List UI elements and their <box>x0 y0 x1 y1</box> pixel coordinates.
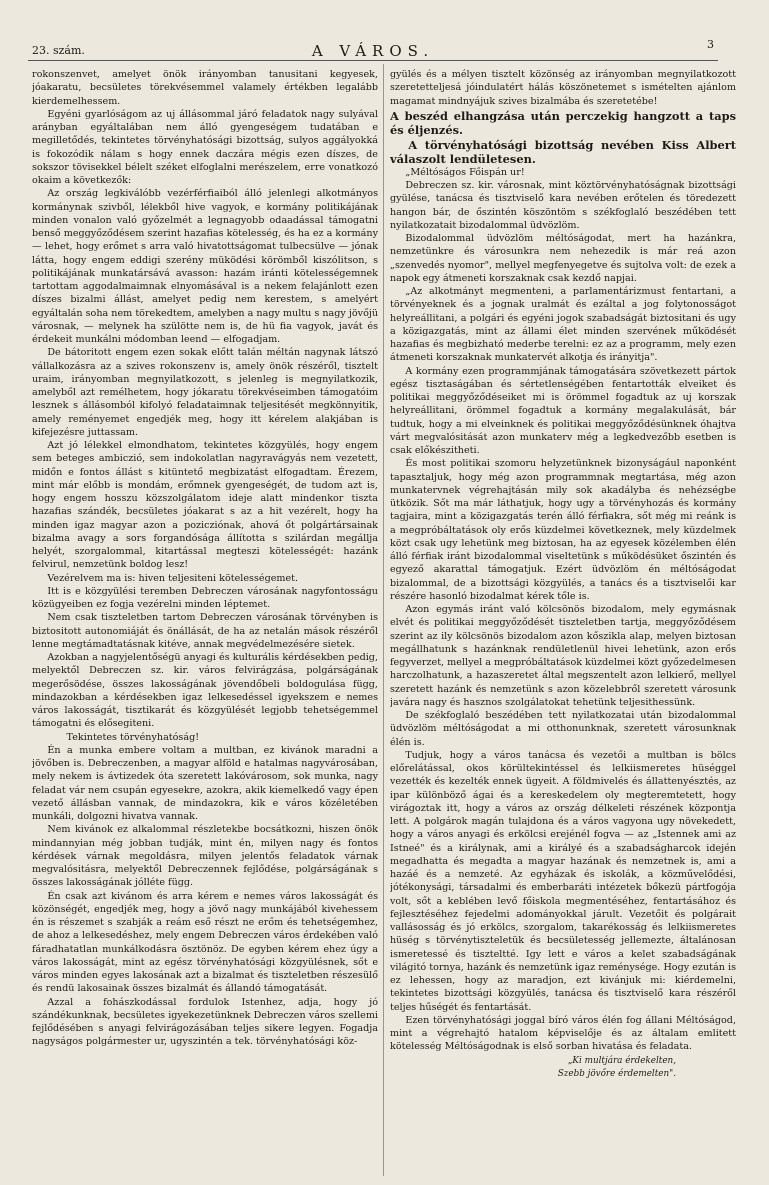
paragraph: Debreczen sz. kir. városnak, mint köztörvényhatóságnak bizottsági gyülése, tanácsa és tisztviselő kara nevében erőtelen és töredezett hangon bár, de őszintén köszöntöm s székfoglaló beszédében tett nyilatkozatait bizodalommal üdvözlöm. <box>390 180 736 231</box>
paragraph: Az ország legkiválóbb vezérférfiaiból álló jelenlegi alkotmányos kormánynak szivből, lélekből hive vagyok, e kormány politikájának minden vonalon való győzelmét a legnagyobb odaadással támogatni benső meggyőződésem szerint hazafias kötelesség, és ha ez a kormány — lehet, hogy erőmet s arra való hivatottságomat tulbecsülve — jónak látta, hogy engem eddigi szerény müködési körömből kiszólitson, s politikájának munkatársává avasson: hazám iránti kötelességemnek tartottam aggodalmaimnak elnyomásával is a nekem felajánlott ezen díszes bizalmi állást, amelyet pedig nem kerestem, s amelyért egyáltalán soha nem törekedtem, amelyben a nagy multu s nagy jövőjü városnak, — melynek ha szülötte nem is, de hü fia vagyok, javát és érdekeit munkálni módomban leend — elfogadjam. <box>32 188 378 345</box>
paragraph: Azzal a fohászkodással fordulok Istenhez, adja, hogy jó szándékunknak, becsületes igyekezetünknek Debreczen város szellemi fejlődésében s anyagi felvirágozásában teljes sikere legyen. Fogadja nagyságos polgármester ur, ugyszintén a tek. törvényhatósági köz- <box>32 996 378 1048</box>
paragraph: De székfoglaló beszédében tett nyilatkozatai után bizodalommal üdvözlöm méltóságodat a mi otthonunknak, szeretett városunknak élén is. <box>390 710 736 748</box>
paragraph: Egyéni gyarlóságom az uj állásommal járó feladatok nagy sulyával arányban egyáltalában nem álló gyengeségem tudatában e megilletődés, tekintetes törvényhatósági bizottság, sulyos aggályokká is fokozódik nálam s hogy ennek daczára mégis ezen díszes, de sokszor tövisekkel bélelt széket elfoglalni merészelem, erre vonatkozó okaim a következők: <box>32 108 378 186</box>
newspaper-title: A VÁROS. <box>311 42 435 60</box>
paragraph: Vezérelvem ma is: hiven teljesiteni kötelességemet. <box>47 572 299 584</box>
paragraph: „Méltóságos Főispán ur! <box>405 166 525 178</box>
column-divider <box>383 64 384 1176</box>
paragraph: Én a munka embere voltam a multban, ez kivánok maradni a jövőben is. Debreczenben, a magyar alföld e hatalmas nagyvárosában, mely nekem is ávtizedek óta szeretett lakóvárosom, sok munka, nagy feladat vár nem csupán egyesekre, azokra, akik kiemelkedő vagy épen vezető állásban vannak, de mindazokra, kik e város közéletében munkáli, dolgozni hivatva vannak. <box>32 744 378 822</box>
paragraph: Tudjuk, hogy a város tanácsa és vezetői a multban is bölcs előrelátással, okos körültekintéssel és lelkiismeretes hüséggel vezették és kezelték ennek ügyeit. A földmivelés és állattenyésztés, az ipar különböző ágai és a kereskedelem oly megteremtetett, hogy virágoztak itt, hogy a város az ország délkeleti részének központja lett. A polgárok magán tulajdona és a város vagyona ugy növekedett, hogy a város anyagi és erkölcsi erejénél fogva — az „Istennek ami az Istneé" és a királynak, ami a királyé és a szabadságharcok idején megadhatta és megadta a magyar hazának és nemzetnek is, ami a hazáé és a nemzeté. Az egyházak és iskolák, a közművelődési, jótékonysági, társadalmi és emberbaráti intézetek bőkezü pártfogója volt, sőt a keblében levő főiskola megmentéséhez, fentartásához és fejlesztéséhez fejedelmi adományokkal járult. Vezetőit és polgárait vallásosság és jó erkölcs, szorgalom, takarékosság és lelkiismeretes hüség s törvénytiszteletük és becsületesség jellemezte, általánosan ismeretessé és tiszteltté. Igy lett e város a kelet szabadságának világitó tornya, hazánk és nemzetünk igaz reménysége. Hogy ezután is ez lehessen, hogy az maradjon, ezt kivánjuk mi: kiérdemelni, tekintetes bizottsági közgyülés, tanácsa és tisztviselő kara részéről teljes hűségét és fentartását. <box>390 749 736 1013</box>
report-heading: A törvényhatósági bizottság nevében Kiss Albert válaszolt lendületesen. <box>390 137 736 166</box>
paragraph: Azokban a nagyjelentőségü anyagi és kulturális kérdésekben pedig, melyektől Debreczen sz. kir. város felvirágzása, polgárságának megerősödése, összes lakosságának jövendőbeli boldogulása függ, mindazokban a kérdésekben igaz lelkesedéssel igyekszem e nemes város lakosságát, tisztikarát és közgyülését legjobb tehetségemmel támogatni és elősegiteni. <box>32 652 378 730</box>
paragraph: Itt is e közgyülési teremben Debreczen városának nagyfontosságu közügyeiben ez fogja vezérelni minden léptemet. <box>32 585 378 610</box>
verse-line: Szebb jövőre érdemelten". <box>557 1069 676 1079</box>
paragraph: rokonszenvet, amelyet önök irányomban tanusitani kegyesek, jóakaratu, becsületes törekvésemmel valamely értékben legalább kierdemelhessem. <box>32 69 378 107</box>
paragraph: Én csak azt kivánom és arra kérem e nemes város lakosságát és közönségét, engedjék meg, hogy a jövő nagy munkájából kivehessem én is részemet s szabják a reám eső részt ne erőm és tehetségemhez, de ahoz a lelkesedéshez, mely engem Debreczen város érdekében való fáradhatatlan munkálkodásra ösztönöz. De egyben kérem ehez úgy a város lakosságát, mint az egész törvényhatósági közgyülésnek, sőt e város minden egyes lakosának azt a bizalmat és tiszteletben részesülő és rendü lakosainak összes bizalmát és állandó támogatását. <box>32 890 378 995</box>
paragraph: Azon egymás iránt való kölcsönös bizodalom, mely egymásnak elvét és politikai meggyőződését tiszteletben tartja, meggyőződésem szerint az ily kölcsönös bizodalom azon kőszikla alap, melyen biztosan megállhatunk s hazánknak rendületlenül hivei lehetünk, azon erős fegyverzet, mellyel a megpróbáltatások küzdelmei közt győzedelmesen harczolhatunk, a hazaszeretet által megszentelt azon lelkierő, mellyel szeretett hazánk és nemzetünk s azon közelebbről szeretett városunk javára nagy és hasznos szolgálatokat tehetünk teljesithessünk. <box>390 604 736 708</box>
paragraph: Nem csak tiszteletben tartom Debreczen városának törvényben is biztositott autonomiáját és önállását, de ha az netalán mások részéről lenne megtámadtatásnak kitéve, annak megvédelmezésére sietek. <box>32 612 378 650</box>
paragraph: „Az alkotmányt megmenteni, a parlamentárizmust fentartani, a törvényeknek és a jognak uralmát és ezáltal a jog folytonosságot helyreállitani, a polgári és egyéni jogok szabadságát biztositani és ugy a közigazgatás, mint az állami élet minden szervének működését hazafias és megbizható mederbe terelni: ez az a programm, mely ezen átmeneti korszaknak munkatervét alkotja és irányitja". <box>390 286 736 364</box>
paragraph: A kormány ezen programmjának támogatására szövetkezett pártok egész tisztaságában és sértetlenségében fentartották elveiket és politikai meggyőződéseiket mi is örömmel fogadtuk az uj korszak helyreállitani, örömmel fogadtuk a kormány megalakulását, bár tudtuk, hogy a mi elveinknek és politikai meggyőződésünknek óhajtva várt megvalósitását azon munkaterv még a legkedvezőbb esetben is csak előkészitheti. <box>390 365 736 456</box>
right-column <box>390 68 736 1173</box>
page-header <box>28 34 718 61</box>
page-number: 3 <box>707 38 714 51</box>
issue-number: 23. szám. <box>32 44 85 57</box>
paragraph: Nem kivánok ez alkalommal részletekbe bocsátkozni, hiszen önök mindannyian még jobban tudják, mint én, milyen nagy és fontos kérdések várnak megoldásra, milyen jelentős feladatok várnak megvalósitásra, melyektől Debreczennek fejlődése, polgárságának s összes lakosságának jólléte függ. <box>32 824 378 889</box>
paragraph: gyülés és a mélyen tisztelt közönség az irányomban megnyilatkozott szeretetteljesá jóindulatért hálás köszönetemet s ismételten ajánlom magamat mindnyájuk szives bizalmába és szeretetébe! <box>390 69 736 107</box>
paragraph: És most politikai szomoru helyzetünknek bizonyságául naponként tapasztaljuk, hogy még azon programmnak megtartása, még azon munkatervnek végrehajtásán mily sok akadályba és nehézségbe ütközik. Sőt ma már láthatjuk, hogy ugy a törvényhozás és kormány tagjaira, mint a közigazgatás terén álló férfiakra, sőt még mi reánk is a megpróbáltatások oly erős küzdelmei következnek, mely küzdelmek közt csak ugy lehetünk meg biztosan, ha az egyesek közélemben élén álló férfiak iránt bizodalommal viseltetünk s működésüket őszintén és egyező akarattal támogatjuk. Ezért üdvözlöm én méltóságodat bizalommal, de a bizottsági közgyülés, a tanács és a tisztviselői kar részére hasonló bizodalmat kérek tőle is. <box>390 458 736 602</box>
report-heading: A beszéd elhangzása után perczekig hangzott a taps és éljenzés. <box>390 108 736 137</box>
paragraph: Azt jó lélekkel elmondhatom, tekintetes közgyülés, hogy engem sem beteges ambiczió, sem indokolatlan nagyravágyás nem vezetett, midőn e fontos állást s kitüntető megbizatást elfogadtam. Érezem, mint már előbb is mondám, erőmnek gyengeségét, de tudom azt is, hogy engem hosszu közszolgálatom ideje alatt mindenkor tiszta hazafias szándék, becsületes jóakarat s az a hit vezérelt, hogy ha minden igaz magyar azon a pozicziónak, ahová őt polgártársainak bizalma avagy a sors forgandósága állította s szilárdan megállja helyét, szorgalommal, kitartással megteszi kötelességét: hazánk felvirul, nemzetünk boldog lesz! <box>32 440 378 571</box>
paragraph: Ezen törvényhatósági joggal bíró város élén fog állani Méltóságod, mint a végrehajtó hatalom képviselője és az általam emlitett kötelesség Méltóságodnak is első sorban hivatása és feladata. <box>390 1014 736 1053</box>
left-column <box>32 68 378 1173</box>
paragraph: Tekintetes törvényhatóság! <box>66 731 200 743</box>
paragraph: Bizodalommal üdvözlöm méltóságodat, mert ha hazánkra, nemzetünkre és városunkra nem nehezedik is már reá azon „szenvedés nyomor", mellyel megfenyegetve és sujtolva volt: de ezek a napok egy átmeneti korszaknak csak kezdő napjai. <box>390 233 736 284</box>
verse-line: „Ki multjára érdekelten, <box>567 1055 676 1066</box>
paragraph: De bátoritott engem ezen sokak előtt talán méltán nagynak látszó vállalkozásra az a szives rokonszenv is, amely önök részéről, tisztelt uraim, irányomban megnyilatkozott, s jelenleg is megnyilatkozik, amelyből azt remélhetem, hogy jókaratu törekvéseimben támogatóim lesznek s állásomból kifolyó feladataimnak teljesitését megkönnyitik, amely reményemet engedjék meg, hogy itt kérelem alakjában is kifejezésre juttassam. <box>32 347 378 438</box>
